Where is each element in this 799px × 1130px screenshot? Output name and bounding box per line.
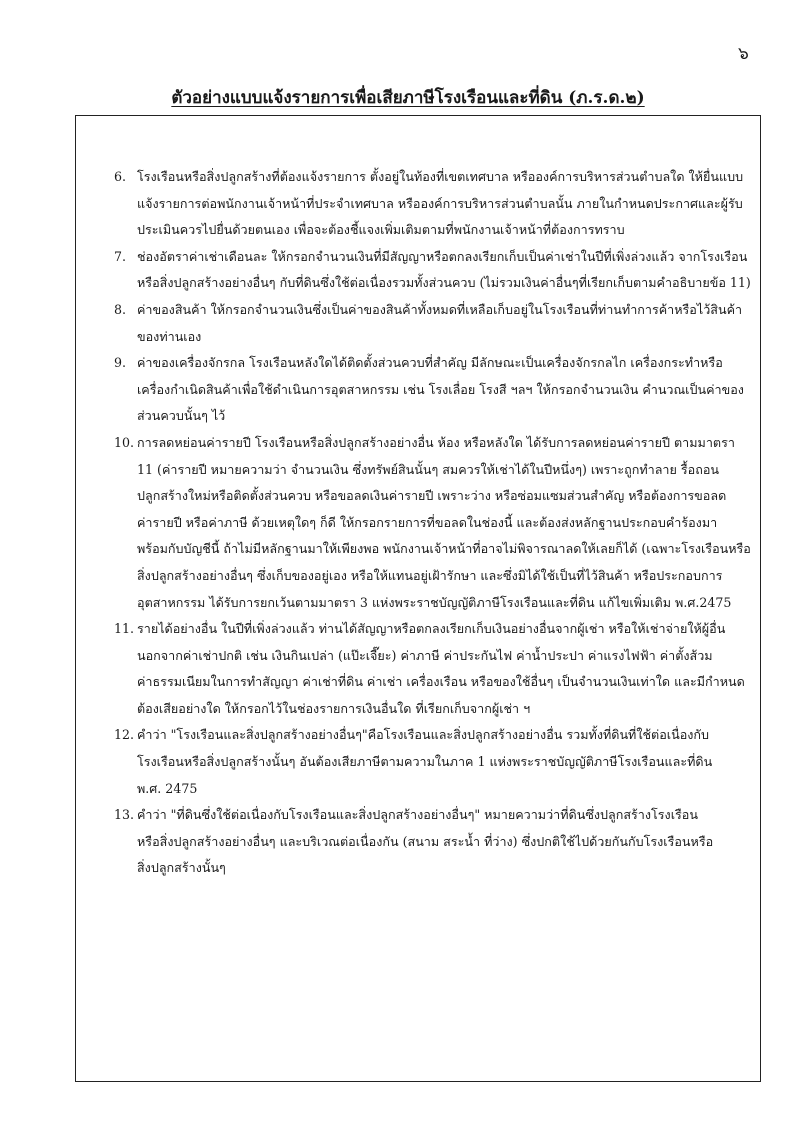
text-line: ค่ารายปี หรือค่าภาษี ด้วยเหตุใดๆ ก็ดี ให้กรอกรายการที่ขอลดในช่องนี้ และต้องส่งหลักฐานประกอบคำร้องมา [137,514,718,530]
item-text [137,350,744,430]
instruction-item [114,722,744,802]
text-line: เครื่องกำเนิดสินค้าเพื่อใช้ดำเนินการอุตสาหกรรม เช่น โรงเลื่อย โรงสี ฯลฯ ให้กรอกจำนวนเงิน คำนวณเป็นค่าของ [137,381,744,397]
text-line: ส่วนควบนั้นๆ ไว้ [137,408,226,424]
document-title: ตัวอย่างแบบแจ้งรายการเพื่อเสียภาษีโรงเรือนและที่ดิน (ภ.ร.ด.๒) [171,88,645,108]
item-text [137,297,744,350]
item-number: 11. [114,621,135,637]
text-line: ต้องเสียอย่างใด ให้กรอกไว้ในช่องรายการเงินอื่นใด ที่เรียกเก็บจากผู้เช่า ฯ [137,700,531,716]
item-text [137,802,744,882]
item-text [137,430,751,616]
instruction-item [114,297,744,350]
text-line: แจ้งรายการต่อพนักงานเจ้าหน้าที่ประจำเทศบาล หรือองค์การบริหารส่วนตำบลนั้น ภายในกำหนดประกาศและผู้รับ [137,195,743,211]
text-line: ของท่านเอง [137,328,202,344]
text-line: 11 (ค่ารายปี หมายความว่า จำนวนเงิน ซึ่งทรัพย์สินนั้นๆ สมควรให้เช่าได้ในปีหนึ่งๆ) เพราะถูกทำลาย รื้อถอน [137,461,720,477]
text-line: สิ่งปลูกสร้างนั้นๆ [137,860,226,876]
instruction-item [114,244,751,297]
instruction-list [114,164,751,882]
instruction-item [114,164,744,244]
item-number: 13. [114,807,135,823]
text-line: การลดหย่อนค่ารายปี โรงเรือนหรือสิ่งปลูกสร้างอย่างอื่น ห้อง หรือหลังใด ได้รับการลดหย่อนค่ารายปี ตามมาตรา [137,434,735,450]
text-line: สิ่งปลูกสร้างอย่างอื่นๆ ซึ่งเก็บของอยู่เอง หรือให้แทนอยู่เฝ้ารักษา และซึ่งมิได้ใช้เป็นที่ไว้สินค้า หรือประกอบการ [137,567,723,583]
text-line: คำว่า "ที่ดินซึ่งใช้ต่อเนื่องกับโรงเรือนและสิ่งปลูกสร้างอย่างอื่นๆ" หมายความว่าที่ดินซึ่งปลูกสร้างโรงเรือน [137,807,698,823]
text-line: โรงเรือนหรือสิ่งปลูกสร้างนั้นๆ อันต้องเสียภาษีตามความในภาค 1 แห่งพระราชบัญญัติภาษีโรงเรือนและที่ดิน [137,754,713,770]
text-line: ประเมินควรไปยื่นด้วยตนเอง เพื่อจะต้องชี้แจงเพิ่มเติมตามที่พนักงานเจ้าหน้าที่ต้องการทราบ [137,222,625,238]
item-text [137,164,744,244]
page-number: ๖ [738,44,749,64]
instruction-item [114,350,744,430]
instruction-item [114,802,744,882]
text-line: หรือสิ่งปลูกสร้างอย่างอื่นๆ กับที่ดินซึ่งใช้ต่อเนื่องรวมทั้งส่วนควบ (ไม่รวมเงินค่าอื่นๆที่เรียกเก็บตามคำอธิบายข้อ 11) [137,275,751,291]
item-text [137,722,744,802]
text-line: นอกจากค่าเช่าปกติ เช่น เงินกินเปล่า (แป๊ะเจี๊ยะ) ค่าภาษี ค่าประกันไฟ ค่าน้ำประปา ค่าแรงไฟฟ้า ค่าตั้งส้วม [137,647,713,663]
item-number: 7. [114,248,127,264]
text-line: คำว่า "โรงเรือนและสิ่งปลูกสร้างอย่างอื่นๆ"คือโรงเรือนและสิ่งปลูกสร้างอย่างอื่น รวมทั้งที่ดินที่ใช้ต่อเนื่องกับ [137,727,710,743]
text-line: ค่าธรรมเนียมในการทำสัญญา ค่าเช่าที่ดิน ค่าเช่า เครื่องเรือน หรือของใช้อื่นๆ เป็นจำนวนเงินเท่าใด และมีกำหนด [137,674,745,690]
text-line: ปลูกสร้างใหม่หรือติดตั้งส่วนควบ หรือขอลดเงินค่ารายปี เพราะว่าง หรือซ่อมแซมส่วนสำคัญ หรือต้องการขอลด [137,488,727,504]
item-text [137,244,751,297]
item-number: 12. [114,727,135,743]
instruction-item [114,430,751,616]
text-line: ช่องอัตราค่าเช่าเดือนละ ให้กรอกจำนวนเงินที่มีสัญญาหรือตกลงเรียกเก็บเป็นค่าเช่าในปีที่เพิ่งล่วงแล้ว จากโรงเรือน [137,248,748,264]
item-number: 6. [114,169,127,184]
text-line: พ.ศ. 2475 [137,780,198,796]
text-line: หรือสิ่งปลูกสร้างอย่างอื่นๆ และบริเวณต่อเนื่องกัน (สนาม สระน้ำ ที่ว่าง) ซึ่งปกติใช้ไปด้วยกันกับโรงเรือนหรือ [137,833,714,849]
item-number: 9. [114,355,127,371]
text-line: พร้อมกับบัญชีนี้ ถ้าไม่มีหลักฐานมาให้เพียงพอ พนักงานเจ้าหน้าที่อาจไม่พิจารณาลดให้เลยก็ได้ (เฉพาะโรงเรือนหรือ [137,541,751,557]
text-line: ค่าของสินค้า ให้กรอกจำนวนเงินซึ่งเป็นค่าของสินค้าทั้งหมดที่เหลือเก็บอยู่ในโรงเรือนที่ท่านทำการค้าหรือไว้สินค้า [137,301,743,317]
text-line: อุตสาหกรรม ได้รับการยกเว้นตามมาตรา 3 แห่งพระราชบัญญัติภาษีโรงเรือนและที่ดิน แก้ไขเพิ่มเติม พ.ศ.2475 [137,594,732,610]
item-number: 8. [114,301,127,317]
item-number: 10. [114,434,135,450]
item-text [137,616,745,722]
text-line: รายได้อย่างอื่น ในปีที่เพิ่งล่วงแล้ว ท่านได้สัญญาหรือตกลงเรียกเก็บเงินอย่างอื่นจากผู้เช่า หรือให้เช่าจ่ายให้ผู้อื่น [137,621,726,637]
text-line: ค่าของเครื่องจักรกล โรงเรือนหลังใดได้ติดตั้งส่วนควบที่สำคัญ มีลักษณะเป็นเครื่องจักรกลไก เครื่องกระทำหรือ [137,355,723,371]
text-line: โรงเรือนหรือสิ่งปลูกสร้างที่ต้องแจ้งรายการ ตั้งอยู่ในท้องที่เขตเทศบาล หรือองค์การบริหารส่วนตำบลใด ให้ยื่นแบบ [137,169,744,184]
instruction-item [114,616,744,722]
